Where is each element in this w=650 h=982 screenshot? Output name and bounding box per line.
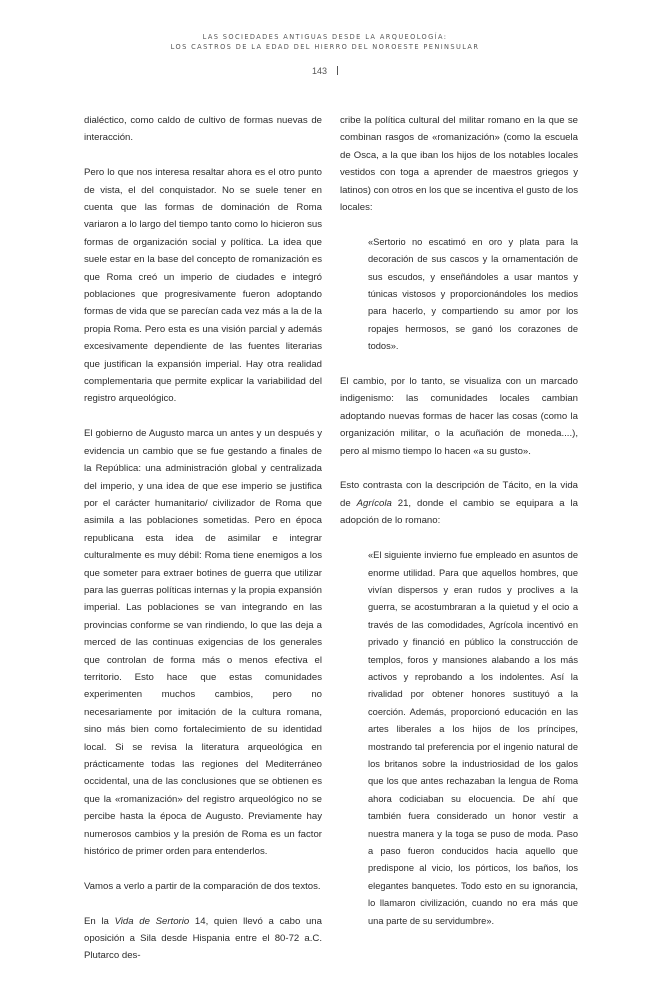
page-number-block — [0, 66, 650, 76]
left-paragraph-3: El gobierno de Augusto marca un antes y un después y evidencia un cambio que se fue gestando a finales de la República: una administración global y centralizada del imperio, y una idea de que ese imperio se justifica por el carácter humanitario/ civilizador de Roma que asimila a las poblaciones sometidas. Pero en época republicana esta idea de asimilar e integrar culturalmente es muy débil: Roma tiene enemigos a los que someter para extraer botines de guerra que utilizar para las guerras políticas internas y la propia expansión imperial. Las poblaciones se van integrando en las provincias conforme se van rindiendo, lo que las deja a merced de las continuas exigencias de los generales que controlan de forma más o menos efectiva el territorio. Esto hace que estas comunidades experimenten muchos cambios, pero no necesariamente por imitación de la cultura romana, sino más bien como fortalecimiento de su identidad local. Si se revisa la literatura arqueológica en prácticamente todas las regiones del Mediterráneo occidental, una de las conclusiones que se obtienen es que la «romanización» del registro arqueológico no se percibe hasta la época de Augusto. Previamente hay numerosos cambios y la presión de Roma es un factor histórico de primer orden para entenderlos. — [84, 428, 322, 858]
left-paragraph-4: Vamos a verlo a partir de la comparación de dos textos. — [84, 880, 321, 892]
right-p3-title: Agrícola — [356, 497, 392, 509]
page-number-rule — [337, 66, 338, 75]
left-paragraph-1: dialéctico, como caldo de cultivo de formas nuevas de interacción. — [84, 115, 322, 144]
right-paragraph-3 — [340, 477, 578, 529]
right-column — [340, 112, 578, 947]
left-paragraph-5 — [84, 913, 322, 965]
quote-sertorio: «Sertorio no escatimó en oro y plata para la decoración de sus cascos y la ornamentación de sus escudos, y enseñándoles a usar mantos y túnicas vistosos y proporcionándoles los medios para hacerlo, y compartiendo su amor por los ropajes hermosos, se ganó los corazones de todos». — [368, 236, 578, 352]
left-p5-title: Vida de Sertorio — [114, 915, 190, 927]
running-header — [0, 32, 650, 52]
page-number: 143 — [311, 66, 328, 76]
running-header-line-1: LAS SOCIEDADES ANTIGUAS DESDE LA ARQUEOLOGÍA: — [202, 33, 448, 41]
right-p3-pre: Esto contrasta con la descripción de Tácito, en la vida de — [340, 480, 578, 509]
left-p5-pre: En la — [84, 915, 115, 927]
right-p3-post: 21, donde el cambio se equipara a la adopción de lo romano: — [340, 497, 578, 527]
running-header-line-2: LOS CASTROS DE LA EDAD DEL HIERRO DEL NOROESTE PENINSULAR — [170, 43, 480, 51]
left-p5-post: 14, quien llevó a cabo una oposición a Sila desde Hispania entre el 80-72 a.C. Plutarco des- — [84, 915, 322, 962]
left-paragraph-2: Pero lo que nos interesa resaltar ahora es el otro punto de vista, el del conquistador. No se suele tener en cuenta que las formas de dominación de Roma variaron a lo largo del tiempo tanto como lo hicieron sus formas de organización social y política. La idea que suele estar en la base del concepto de romanización es que Roma creó un imperio de ciudades e integró poblaciones que progresivamente fueron adoptando formas de vida que se parecían cada vez más a la de la propia Roma. Pero esta es una visión parcial y además excesivamente dependiente de las fuentes literarias que justifican la expansión imperial. Hay otra realidad complementaria que permite explicar la variabilidad del registro arqueológico. — [84, 167, 322, 405]
right-paragraph-1: cribe la política cultural del militar romano en la que se combinan rasgos de «romanización» (como la escuela de Osca, a la que iban los hijos de los notables locales vestidos con toga a aprender de maestros griegos y latinos) con otros en los que se incentiva el gusto de los locales: — [340, 115, 578, 214]
right-paragraph-2: El cambio, por lo tanto, se visualiza con un marcado indigenismo: las comunidades locales cambian adoptando nuevas formas de hacer las cosas (como la organización militar, o la acuñación de moneda....), pero al mismo tiempo lo hacen «a su gusto». — [340, 376, 578, 457]
left-column — [84, 112, 322, 982]
quote-agricola: «El siguiente invierno fue empleado en asuntos de enorme utilidad. Para que aquellos hombres, que vivían dispersos y eran rudos y proclives a la guerra, se acostumbraran a la quietud y el ocio a través de las comodidades, Agrícola incentivó en privado y financió en público la construcción de templos, foros y mansiones alabando a los más activos y reprobando a los indolentes. Así la rivalidad por obtener honores sustituyó a la coerción. Además, proporcionó educación en las artes liberales a los hijos de los príncipes, mostrando tal preferencia por el ingenio natural de los britanos sobre la industriosidad de los galos que los que antes rechazaban la lengua de Roma ahora codiciaban su elocuencia. De ahí que también fuera considerado un honor vestir a nuestra manera y la toga se puso de moda. Paso a paso fueron conducidos hacia aquello que predispone al vicio, los pórticos, los baños, los elegantes banquetes. Todo esto en su ignorancia, lo llamaron civilización, cuando no era más que una parte de su servidumbre». — [368, 550, 578, 926]
